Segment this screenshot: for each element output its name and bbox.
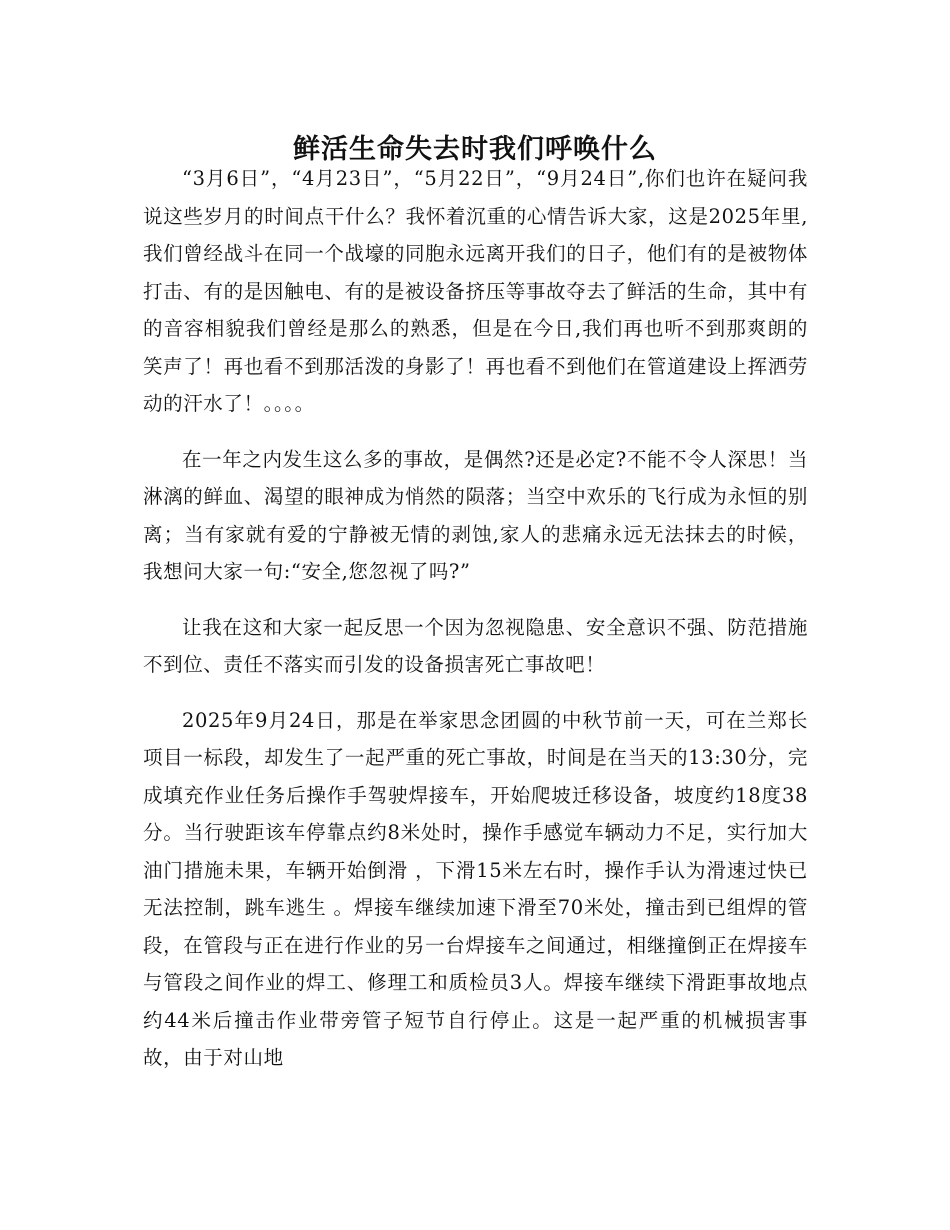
paragraph-4: 2025年9月24日，那是在举家思念团圆的中秋节前一天，可在兰郑长项目一标段，却发生了一起严重的死亡事故，时间是在当天的13:30分，完成填充作业任务后操作手驾驶焊接车，开始爬坡迁移设备，坡度约18度38分。当行驶距该车停靠点约8米处时，操作手感觉车辆动力不足，实行加大油门措施未果，车辆开始倒滑 ，下滑15米左右时，操作手认为滑速过快已无法控制，跳车逃生 。焊接车继续加速下滑至70米处，撞击到已组焊的管段，在管段与正在进行作业的另一台焊接车之间通过，相继撞倒正在焊接车与管段之间作业的焊工、修理工和质检员3人。焊接车继续下滑距事故地点约44米后撞击作业带旁管子短节自行停止。这是一起严重的机械损害事故，由于对山地 xyxy=(143,708,808,1069)
document-title: 鲜活生命失去时我们呼唤什么 xyxy=(293,134,657,166)
paragraph-3: 让我在这和大家一起反思一个因为忽视隐患、安全意识不强、防范措施不到位、责任不落实而引发的设备损害死亡事故吧！ xyxy=(143,615,808,676)
document-body xyxy=(143,160,808,1095)
paragraph-2: 在一年之内发生这么多的事故，是偶然?还是必定?不能不令人深思！当淋漓的鲜血、渴望的眼神成为悄然的陨落；当空中欢乐的飞行成为永恒的别离；当有家就有爱的宁静被无情的剥蚀,家人的悲痛永远无法抹去的时候，我想问大家一句:“安全,您忽视了吗?” xyxy=(143,447,808,583)
paragraph-1: “3月6日”，“4月23日”，“5月22日”，“9月24日”,你们也许在疑问我说这些岁月的时间点干什么？我怀着沉重的心情告诉大家，这是2025年里,我们曾经战斗在同一个战壕的同胞永远离开我们的日子，他们有的是被物体打击、有的是因触电、有的是被设备挤压等事故夺去了鲜活的生命，其中有的音容相貌我们曾经是那么的熟悉，但是在今日,我们再也听不到那爽朗的笑声了！再也看不到那活泼的身影了！再也看不到他们在管道建设上挥洒劳动的汗水了！。。。。 xyxy=(143,167,808,415)
